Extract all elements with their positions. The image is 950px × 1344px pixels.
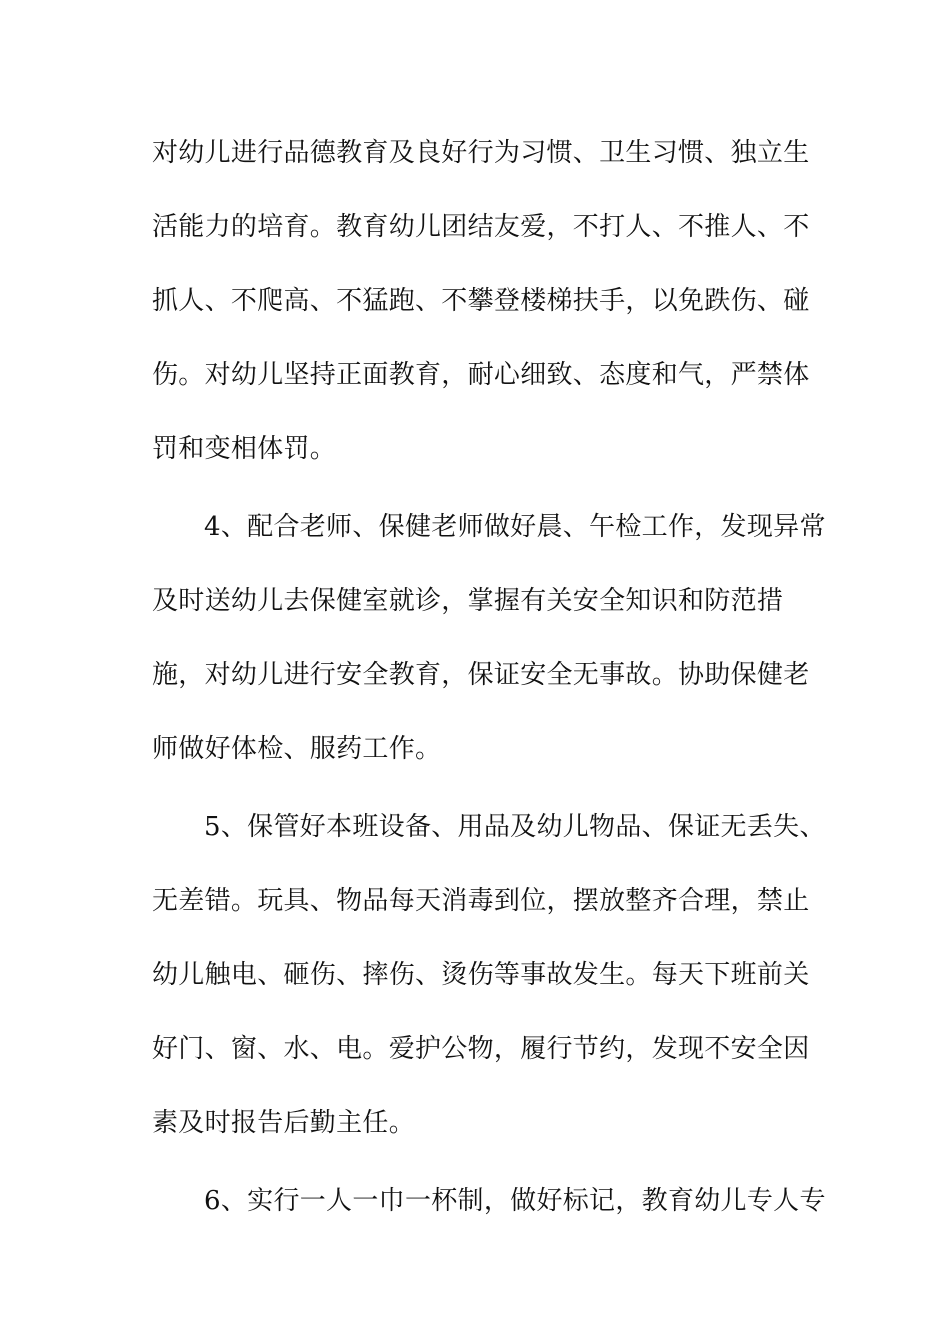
text-line-4: 伤。对幼儿坚持正面教育，耐心细致、态度和气，严禁体 [152,360,810,390]
text-line-9: 师做好体检、服药工作。 [152,734,442,764]
text-line-5: 罚和变相体罚。 [152,434,337,464]
text-line-12: 幼儿触电、砸伤、摔伤、烫伤等事故发生。每天下班前关 [152,960,810,990]
paragraph-5-first-line: 5、保管好本班设备、用品及幼儿物品、保证无丢失、 [204,812,826,842]
text-line-7: 及时送幼儿去保健室就诊，掌握有关安全知识和防范措 [152,586,784,616]
text-line-1: 对幼儿进行品德教育及良好行为习惯、卫生习惯、独立生 [152,138,810,168]
text-line-13: 好门、窗、水、电。爱护公物，履行节约，发现不安全因 [152,1034,810,1064]
text-line-2: 活能力的培育。教育幼儿团结友爱，不打人、不推人、不 [152,212,810,242]
paragraph-4-first-line: 4、配合老师、保健老师做好晨、午检工作，发现异常 [204,512,826,542]
text-line-11: 无差错。玩具、物品每天消毒到位，摆放整齐合理，禁止 [152,886,810,916]
text-line-8: 施，对幼儿进行安全教育，保证安全无事故。协助保健老 [152,660,810,690]
paragraph-6-first-line: 6、实行一人一巾一杯制，做好标记，教育幼儿专人专 [204,1186,826,1216]
text-line-3: 抓人、不爬高、不猛跑、不攀登楼梯扶手，以免跌伤、碰 [152,286,810,316]
text-line-14: 素及时报告后勤主任。 [152,1108,416,1138]
